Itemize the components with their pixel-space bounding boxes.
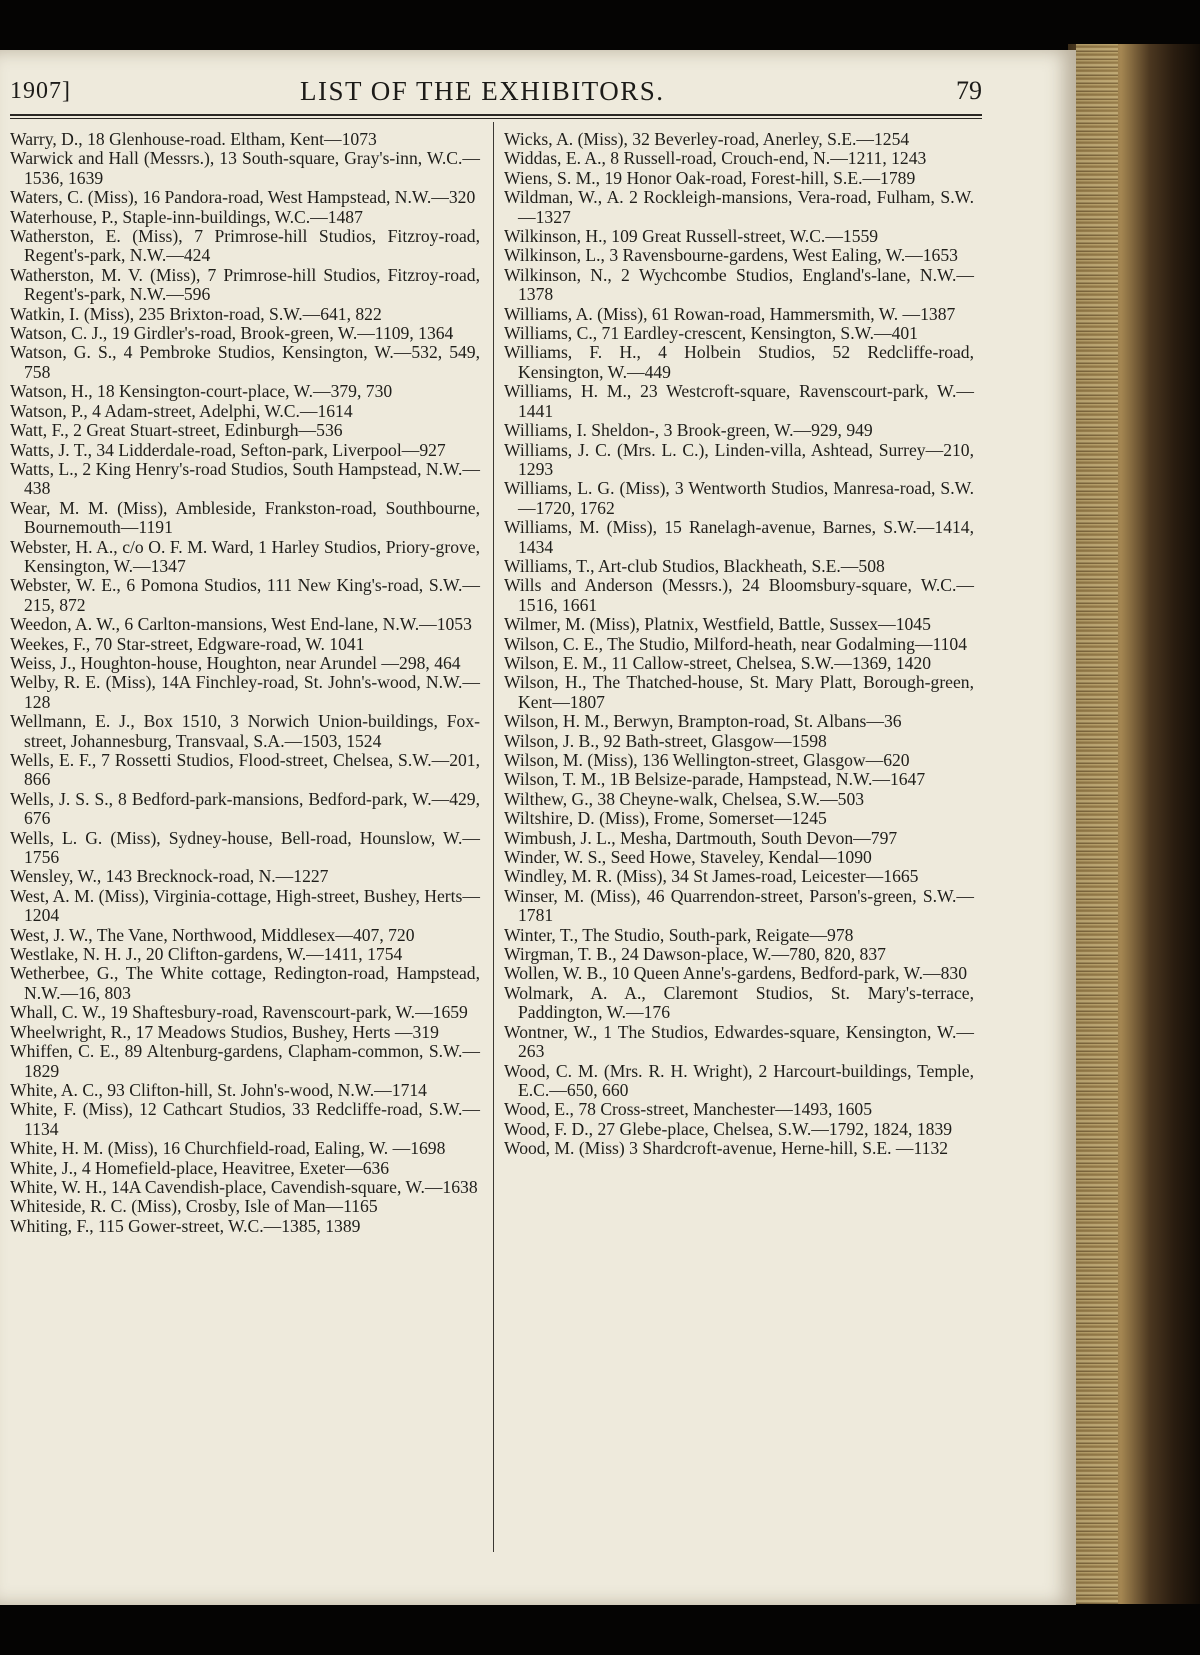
exhibitor-entry: Wilson, H. M., Berwyn, Brampton-road, St. Albans—36 xyxy=(504,711,902,732)
exhibitor-entry: Wilkinson, H., 109 Great Russell-street, W.C.—1559 xyxy=(504,226,879,247)
exhibitor-entry: Williams, F. H., 4 Holbein Studios, 52 Redcliffe-road, Kensington, W.—449 xyxy=(504,342,974,382)
exhibitor-entry: Watherston, E. (Miss), 7 Primrose-hill Studios, Fitzroy-road, Regent's-park, N.W.—424 xyxy=(10,226,480,266)
exhibitor-entry: White, H. M. (Miss), 16 Churchfield-road, Ealing, W. —1698 xyxy=(10,1138,446,1159)
exhibitor-entry: Williams, M. (Miss), 15 Ranelagh-avenue, Barnes, S.W.—1414, 1434 xyxy=(504,517,974,557)
exhibitor-entry: Wear, M. M. (Miss), Ambleside, Frankston-road, Southbourne, Bournemouth—1191 xyxy=(10,497,480,538)
exhibitor-entry: Watson, P., 4 Adam-street, Adelphi, W.C.—1614 xyxy=(10,400,353,421)
page-title: LIST OF THE EXHIBITORS. xyxy=(300,76,665,106)
exhibitor-entry: Wilson, E. M., 11 Callow-street, Chelsea, S.W.—1369, 1420 xyxy=(504,652,932,673)
exhibitor-entry: Winter, T., The Studio, South-park, Reigate—978 xyxy=(504,924,854,945)
exhibitor-entry: Welby, R. E. (Miss), 14A Finchley-road, St. John's-wood, N.W.—128 xyxy=(10,672,480,712)
exhibitor-entry: Wilson, H., The Thatched-house, St. Mary Platt, Borough-green, Kent—1807 xyxy=(504,672,974,712)
exhibitor-entry: Williams, T., Art-club Studios, Blackheath, S.E.—508 xyxy=(504,555,885,576)
exhibitor-entry: Webster, W. E., 6 Pomona Studios, 111 New King's-road, S.W.—215, 872 xyxy=(10,575,480,615)
exhibitor-entry: Wells, E. F., 7 Rossetti Studios, Flood-street, Chelsea, S.W.—201, 866 xyxy=(10,750,480,790)
exhibitor-entry: Wiltshire, D. (Miss), Frome, Somerset—1245 xyxy=(504,808,827,829)
exhibitor-entry: Wilkinson, N., 2 Wychcombe Studios, England's-lane, N.W.—1378 xyxy=(504,264,974,305)
exhibitor-entry: Williams, A. (Miss), 61 Rowan-road, Hammersmith, W. —1387 xyxy=(504,303,956,324)
exhibitor-entry: Weiss, J., Houghton-house, Houghton, near Arundel —298, 464 xyxy=(10,652,461,673)
exhibitor-entry: Widdas, E. A., 8 Russell-road, Crouch-end, N.—1211, 1243 xyxy=(504,148,927,169)
exhibitor-entry: Watts, L., 2 King Henry's-road Studios, South Hampstead, N.W.—438 xyxy=(10,458,480,499)
exhibitor-entry: Wiens, S. M., 19 Honor Oak-road, Forest-hill, S.E.—1789 xyxy=(504,167,916,188)
book-page xyxy=(0,50,1076,1605)
exhibitor-entry: Watkin, I. (Miss), 235 Brixton-road, S.W.—641, 822 xyxy=(10,303,382,324)
left-column xyxy=(10,130,480,1236)
exhibitor-entry: Wood, F. D., 27 Glebe-place, Chelsea, S.W.—1792, 1824, 1839 xyxy=(504,1118,953,1139)
exhibitor-entry: Wilson, C. E., The Studio, Milford-heath, near Godalming—1104 xyxy=(504,633,968,654)
exhibitor-entry: Wellmann, E. J., Box 1510, 3 Norwich Union-buildings, Fox-street, Johannesburg, Transvaal, S.A.—1503, 1524 xyxy=(10,711,480,751)
exhibitor-entry: Williams, C., 71 Eardley-crescent, Kensington, S.W.—401 xyxy=(504,323,918,344)
exhibitor-entry: Watts, J. T., 34 Lidderdale-road, Sefton-park, Liverpool—927 xyxy=(10,439,446,460)
exhibitor-entry: West, J. W., The Vane, Northwood, Middlesex—407, 720 xyxy=(10,924,415,945)
exhibitor-entry: Warry, D., 18 Glenhouse-road. Eltham, Kent—1073 xyxy=(10,129,377,149)
gilt-edge xyxy=(1076,44,1118,1604)
exhibitor-entry: Wood, C. M. (Mrs. R. H. Wright), 2 Harcourt-buildings, Temple, E.C.—650, 660 xyxy=(504,1060,974,1100)
exhibitor-entry: Wheelwright, R., 17 Meadows Studios, Bushey, Herts —319 xyxy=(10,1021,439,1042)
exhibitor-entry: Watson, G. S., 4 Pembroke Studios, Kensington, W.—532, 549, 758 xyxy=(10,342,480,382)
exhibitor-entry: Watson, H., 18 Kensington-court-place, W.—379, 730 xyxy=(10,381,393,402)
exhibitor-entry: Williams, I. Sheldon-, 3 Brook-green, W.—929, 949 xyxy=(504,420,873,441)
exhibitor-entry: White, W. H., 14A Cavendish-place, Cavendish-square, W.—1638 xyxy=(10,1176,478,1197)
exhibitor-entry: Wood, E., 78 Cross-street, Manchester—1493, 1605 xyxy=(504,1099,872,1120)
exhibitor-entry: Weekes, F., 70 Star-street, Edgware-road, W. 1041 xyxy=(10,633,365,654)
exhibitor-entry: Wetherbee, G., The White cottage, Redington-road, Hampstead, N.W.—16, 803 xyxy=(10,963,480,1003)
exhibitor-entry: Whiting, F., 115 Gower-street, W.C.—1385, 1389 xyxy=(10,1215,361,1236)
exhibitor-entry: Wells, L. G. (Miss), Sydney-house, Bell-road, Hounslow, W.—1756 xyxy=(10,827,480,868)
exhibitor-entry: Wontner, W., 1 The Studios, Edwardes-square, Kensington, W.—263 xyxy=(504,1021,974,1062)
exhibitor-entry: Wicks, A. (Miss), 32 Beverley-road, Anerley, S.E.—1254 xyxy=(504,129,910,149)
exhibitor-entry: Watt, F., 2 Great Stuart-street, Edinburgh—536 xyxy=(10,420,343,441)
exhibitor-entry: Wilthew, G., 38 Cheyne-walk, Chelsea, S.W.—503 xyxy=(504,788,865,809)
exhibitor-entry: Wilson, T. M., 1B Belsize-parade, Hampstead, N.W.—1647 xyxy=(504,769,926,790)
exhibitor-entry: Waterhouse, P., Staple-inn-buildings, W.C.—1487 xyxy=(10,206,363,227)
exhibitor-entry: Whiffen, C. E., 89 Altenburg-gardens, Clapham-common, S.W.—1829 xyxy=(10,1041,480,1081)
header-year: 1907] xyxy=(10,78,71,104)
exhibitor-entry: Waters, C. (Miss), 16 Pandora-road, West Hampstead, N.W.—320 xyxy=(10,187,476,208)
exhibitor-entry: Wilkinson, L., 3 Ravensbourne-gardens, West Ealing, W.—1653 xyxy=(504,245,958,266)
exhibitor-entry: Wolmark, A. A., Claremont Studios, St. Mary's-terrace, Paddington, W.—176 xyxy=(504,982,974,1023)
exhibitor-entry: Wildman, W., A. 2 Rockleigh-mansions, Vera-road, Fulham, S.W.—1327 xyxy=(504,187,974,227)
exhibitor-entry: Wells, J. S. S., 8 Bedford-park-mansions, Bedford-park, W.—429, 676 xyxy=(10,788,480,829)
exhibitor-entry: Wollen, W. B., 10 Queen Anne's-gardens, Bedford-park, W.—830 xyxy=(504,963,968,984)
column-divider xyxy=(493,122,494,1552)
exhibitor-entry: West, A. M. (Miss), Virginia-cottage, High-street, Bushey, Herts—1204 xyxy=(10,885,480,926)
exhibitor-entry: Winser, M. (Miss), 46 Quarrendon-street, Parson's-green, S.W.—1781 xyxy=(504,885,974,926)
book-page-edge xyxy=(1068,44,1200,1604)
exhibitor-entry: Wirgman, T. B., 24 Dawson-place, W.—780, 820, 837 xyxy=(504,944,886,965)
exhibitor-entry: Webster, H. A., c/o O. F. M. Ward, 1 Harley Studios, Priory-grove, Kensington, W.—1347 xyxy=(10,536,480,576)
exhibitor-entry: White, A. C., 93 Clifton-hill, St. John's-wood, N.W.—1714 xyxy=(10,1079,427,1100)
exhibitor-entry: Williams, H. M., 23 Westcroft-square, Ravenscourt-park, W.—1441 xyxy=(504,381,974,421)
exhibitor-entry: Whall, C. W., 19 Shaftesbury-road, Ravenscourt-park, W.—1659 xyxy=(10,1002,468,1023)
exhibitor-entry: Williams, J. C. (Mrs. L. C.), Linden-villa, Ashtead, Surrey—210, 1293 xyxy=(504,439,974,479)
exhibitor-entry: Wimbush, J. L., Mesha, Dartmouth, South Devon—797 xyxy=(504,827,898,848)
exhibitor-entry: Wills and Anderson (Messrs.), 24 Bloomsbury-square, W.C.—1516, 1661 xyxy=(504,575,974,615)
exhibitor-entry: Wilson, M. (Miss), 136 Wellington-street, Glasgow—620 xyxy=(504,750,910,770)
header-rule-thin xyxy=(10,118,982,119)
header-rule xyxy=(10,114,982,116)
exhibitor-entry: White, F. (Miss), 12 Cathcart Studios, 33 Redcliffe-road, S.W.—1134 xyxy=(10,1099,480,1139)
exhibitor-entry: Windley, M. R. (Miss), 34 St James-road, Leicester—1665 xyxy=(504,866,919,887)
exhibitor-entry: Winder, W. S., Seed Howe, Staveley, Kendal—1090 xyxy=(504,847,872,868)
exhibitor-entry: Watson, C. J., 19 Girdler's-road, Brook-green, W.—1109, 1364 xyxy=(10,323,454,344)
exhibitor-entry: Wood, M. (Miss) 3 Shardcroft-avenue, Herne-hill, S.E. —1132 xyxy=(504,1138,949,1159)
exhibitor-entry: Wilson, J. B., 92 Bath-street, Glasgow—1598 xyxy=(504,730,827,751)
exhibitor-entry: Wilmer, M. (Miss), Platnix, Westfield, Battle, Sussex—1045 xyxy=(504,614,931,635)
exhibitor-entry: Warwick and Hall (Messrs.), 13 South-square, Gray's-inn, W.C.—1536, 1639 xyxy=(10,148,480,188)
page-header xyxy=(10,74,982,114)
exhibitor-entry: Westlake, N. H. J., 20 Clifton-gardens, W.—1411, 1754 xyxy=(10,944,403,965)
exhibitor-entry: Williams, L. G. (Miss), 3 Wentworth Studios, Manresa-road, S.W.—1720, 1762 xyxy=(504,478,974,518)
exhibitor-entry: Weedon, A. W., 6 Carlton-mansions, West End-lane, N.W.—1053 xyxy=(10,614,472,635)
exhibitor-entry: Watherston, M. V. (Miss), 7 Primrose-hill Studios, Fitzroy-road, Regent's-park, N.W.—596 xyxy=(10,264,480,305)
exhibitor-entry: Whiteside, R. C. (Miss), Crosby, Isle of Man—1165 xyxy=(10,1196,378,1217)
page-number: 79 xyxy=(956,76,982,105)
exhibitor-entry: Wensley, W., 143 Brecknock-road, N.—1227 xyxy=(10,866,329,887)
right-column xyxy=(504,130,974,1159)
exhibitor-entry: White, J., 4 Homefield-place, Heavitree, Exeter—636 xyxy=(10,1157,390,1178)
